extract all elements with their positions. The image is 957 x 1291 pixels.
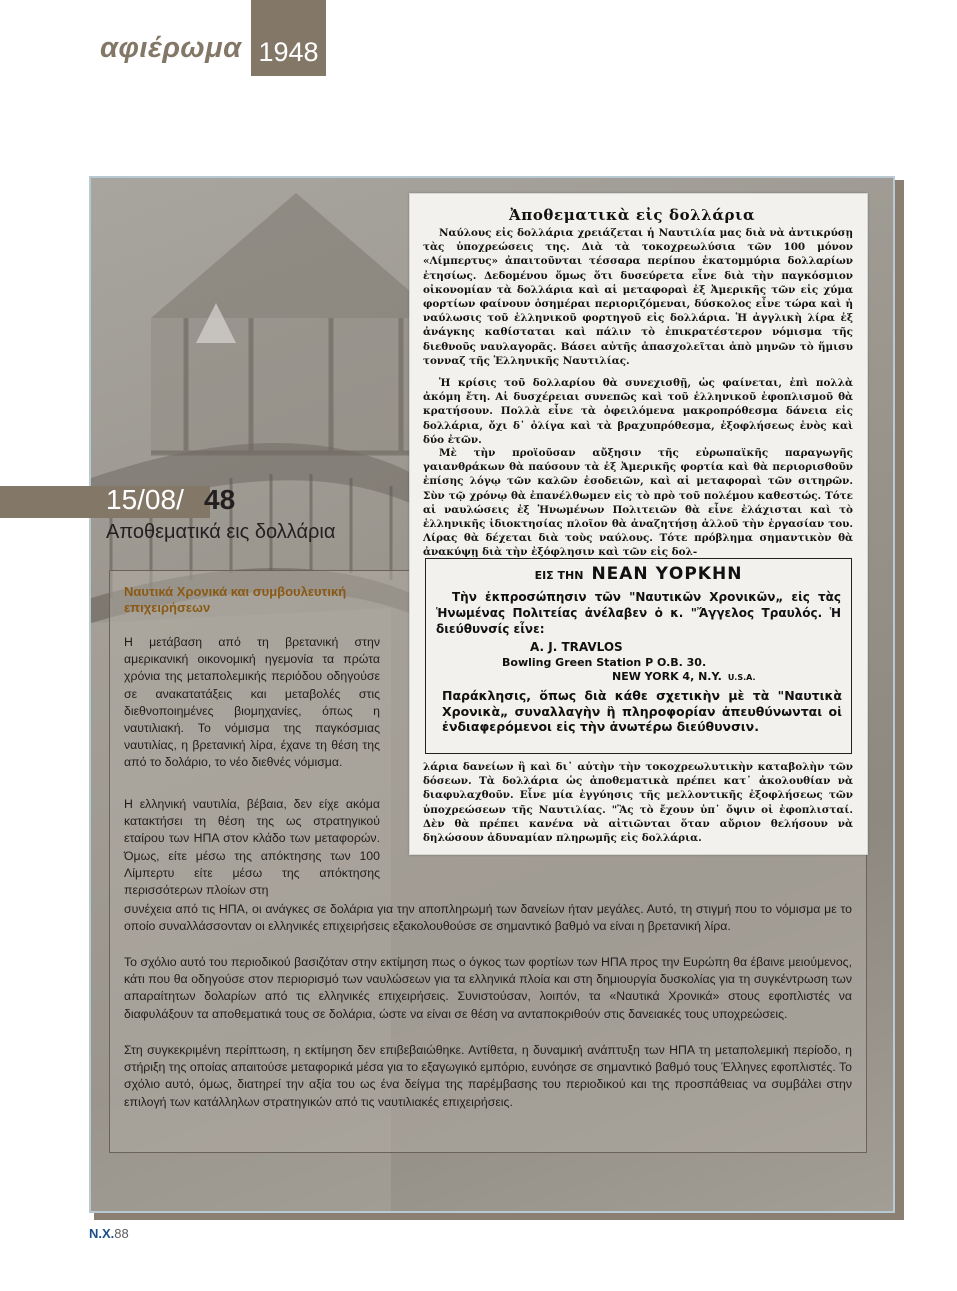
clipping-address-country: U.S.A. — [727, 673, 756, 682]
clipping-closing-paragraph: λάρια δανείων ἢ καὶ δι᾽ αὐτὴν τὴν τοκοχρεωλυτικὴν καταβολὴν τῶν δόσεων. Τὰ δολλάρια ὡς ἀποθεματικὰ πρέπει κατ᾽ ἀκολουθίαν νὰ διαφυλαχθοῦν. Εἶνε μία ἐγγύησις τῆς μελλοντικῆς ἐξοφλήσεως τῶν ὑποχρεώσεων τῆς Ναυτιλίας. "Ἂς τὸ ἔχουν ὑπ᾽ ὄψιν οἱ ἐφοπλισταί. Δὲν θὰ πρέπει κανένα νὰ αἰτιῶνται ὅταν αὔριον θελήσουν νὰ δηλώσουν ἀδυναμίαν πληρωμῆς εἰς δολλάρια. — [423, 761, 853, 845]
clipping-box-notice: Παράκλησις, ὅπως διὰ κάθε σχετικὴν μὲ τὰ "Ναυτικὰ Χρονικὰ„ συναλλαγὴν ἢ πληροφορίαν ἀπευθύνωνται οἱ ἐνδιαφερόμενοι εἰς τὴν ἀνωτέρω διεύθυνσιν. — [442, 688, 842, 734]
magazine-abbreviation: Ν.Χ. — [89, 1226, 115, 1241]
year-badge — [251, 0, 326, 76]
clipping-address-city-text: NEW YORK 4, N.Y. — [612, 670, 722, 683]
clipping-paragraph-1: Ναύλους εἰς δολλάρια χρειάζεται ἡ Ναυτιλία μας διὰ νὰ ἀντικρύσῃ τὰς ὑποχρεώσεις της. Διὰ τὰ τοκοχρεωλύσια τῶν 100 μόνον «Λίμπερτυς» ἀπαιτοῦνται τέσσαρα περίπου ἑκατομμύρια δολλαρίων ἐτησίως. Δεδομένου ὅμως ὅτι δυσεύρετα εἶνε διὰ τὴν παγκόσμιον οἰκονομίαν τὰ δολλάρια καὶ αἱ μεταφοραὶ ἐξ Ἀμερικῆς τῶν εἰς χύμα φορτίων φαίνουν ὁσημέραι περιοριζόμεναι, δύσκολος εἶνε τώρα καὶ ἡ ναύλωσις τοῦ ἑλληνικοῦ φορτηγοῦ εἰς δολλάρια. Ἡ ἀγγλικὴ λίρα ἐξ ἀνάγκης καθίσταται καὶ πάλιν τὸ ἐπικρατέστερον νόμισμα τῆς διεθνοῦς ναυλαγορᾶς. Βάσει αὐτῆς ἀπασχολεῖται ἀπὸ μηνῶν τὸ ἥμισυ τονναζ τῆς Ἑλληνικῆς Ναυτιλίας. — [423, 227, 853, 367]
clipping-box-label: ΕΙΣ ΤΗΝ — [534, 569, 584, 582]
section-title: αφιέρωμα — [100, 32, 242, 64]
clipping-box-city: ΝΕΑΝ ΥΟΡΚΗΝ — [591, 564, 743, 584]
article-heading: Ναυτικά Χρονικά και συμβουλευτική επιχειρήσεων — [124, 584, 347, 615]
article-paragraph-4: Το σχόλιο αυτό του περιοδικού βασιζόταν στην εκτίμηση πως ο όγκος των φορτίων των ΗΠΑ προς την Ευρώπη θα έβαινε μειούμενος, κάτι που θα οδηγούσε στον περιορισμό των ναυλώσεων για τα ελληνικά πλοία και στη δημιουργία δυσκολίας για τη συγκέντρωση των απαραίτητων δολαρίων από τις ελληνικές επιχειρήσεις. Συνιστούσαν, λοιπόν, τα «Ναυτικά Χρονικά» στους εφοπλιστές να διαφυλάξουν τα αποθεματικά τους σε δολάρια, ώστε να είναι σε θέση να ανταποκριθούν στις δανειακές τους υποχρεώσεις. — [124, 955, 852, 1021]
article-paragraph-3: συνέχεια από τις ΗΠΑ, οι ανάγκες σε δολάρια για την αποπληρωμή των δανείων ήταν μεγάλες. Αυτό, τη στιγμή που το νόμισμα με το οποίο συναλλάσσονταν οι ελληνικές επιχειρήσεις εξακολουθούσε σε σημαντικό βαθμό να είναι η βρετανική λίρα. — [124, 902, 852, 934]
page-number: 88 — [114, 1226, 129, 1241]
article-paragraph-1: Η μετάβαση από τη βρετανική στην αμερικανική οικονομική ηγεμονία τα πρώτα χρόνια της μεταπολεμικής περιόδου οδηγούσε σε ανακατατάξεις και μεταβολές στις διεθνοποιημένες βιομηχανίες, όπως η ναυτιλιακή. Το νόμισμα της παγκόσμιας ναυτιλίας, η βρετανική λίρα, έχανε τη θέση της από το δολάριο, το νέο διεθνές νόμισμα. — [124, 635, 380, 770]
clipping-box-text: Τὴν ἐκπροσώπησιν τῶν "Ναυτικῶν Χρονικῶν„ εἰς τὰς Ἡνωμένας Πολιτείας ἀνέλαβεν ὁ κ. "Ἄγγελος Τραυλός. Ἡ διεύθυνσίς εἶνε: — [436, 590, 841, 636]
year-label: 1948 — [258, 37, 319, 67]
clipping-title: Ἀποθεματικὰ εἰς δολλάρια — [509, 206, 756, 224]
clipping-paragraph-3: Μὲ τὴν προϊοῦσαν αὔξησιν τῆς εὐρωπαϊκῆς παραγωγῆς γαιανθράκων θὰ παύσουν τὰ ἐξ Ἀμερικῆς φορτία καὶ θὰ περιορισθοῦν ἐπίσης λόγῳ τῶν καλῶν ἐσοδειῶν, καὶ αἱ μεταφοραὶ τῶν σιτηρῶν. Σὺν τῷ χρόνῳ θὰ ἐπανέλθωμεν εἰς τὸ πρὸ τοῦ πολέμου καθεστώς. Τότε αἱ ναυλώσεις ἐξ Ἡνωμένων Πολιτειῶν θὰ εἶνε ἐλάχισται καὶ τὸ ἑλληνικῆς ἰδιοκτησίας πλοῖον θὰ ἀναζητήσῃ ἀλλοῦ τὴν ἐργασίαν του. Λίρας θὰ δέχεται διὰ τοὺς ναύλους. Τότε πρόβλημα σημαντικὸν θὰ ἀνακύψῃ διὰ τὴν ἐξόφλησιν καὶ τῶν εἰς δολ- — [423, 447, 853, 559]
clipping-address-city — [612, 670, 756, 683]
article-paragraph-2: Η ελληνική ναυτιλία, βέβαια, δεν είχε ακόμα κατακτήσει τη θέση της ως στρατηγικού εταίρου των ΗΠΑ στον κλάδο των μεταφορών. Όμως, είτε μέσω της απόκτησης των 100 Λίμπερτυ είτε μέσω της απόκτησης περισσότερων πλοίων στη — [124, 797, 380, 898]
issue-number: 48 — [204, 484, 236, 515]
clipping-address-street: Bowling Green Station P O.B. 30. — [502, 656, 707, 669]
article-paragraph-5: Στη συγκεκριμένη περίπτωση, η εκτίμηση δεν επιβεβαιώθηκε. Αντίθετα, η δυναμική ανάπτυξη των ΗΠΑ τη μεταπολεμική περίοδο, η στήριξη της οποίας απαιτούσε μεταφορικά μέσα για το εξαγωγικό εμπόριο, ευνόησε σε σημαντικό βαθμό τους Έλληνες εφοπλιστές. Το σχόλιο αυτό, όμως, διατηρεί την αξία του ως ένα δείγμα της παρέμβασης του περιοδικού και της προσπάθειας να συμβάλει στην επιλογή των κατάλληλων στρατηγικών από τις ναυτιλιακές επιχειρήσεις. — [124, 1043, 852, 1109]
clipping-address-name: A. J. TRAVLOS — [530, 640, 623, 654]
feature-subtitle: Αποθεματικά εις δολλάρια — [106, 521, 336, 543]
clipping-paragraph-2: Ἡ κρίσις τοῦ δολλαρίου θὰ συνεχισθῇ, ὡς φαίνεται, ἐπὶ πολλὰ ἀκόμη ἔτη. Αἱ δυσχέρειαι συνεπῶς καὶ τοῦ ἑλληνικοῦ ἐφοπλισμοῦ θὰ κρατήσουν. Πολλὰ εἶνε τὰ ὀφειλόμενα μακροπρόθεσμα δάνεια εἰς δολλάρια, ὄχι δ᾽ ὀλίγα καὶ τὰ βραχυπρόθεσμα, ἐξοφλήσεως ἑνὸς καὶ δύο ἐτῶν. — [423, 377, 853, 446]
page-footer — [89, 1226, 129, 1241]
clipping-box-heading — [425, 564, 852, 584]
issue-date: 15/08/ — [106, 484, 184, 515]
